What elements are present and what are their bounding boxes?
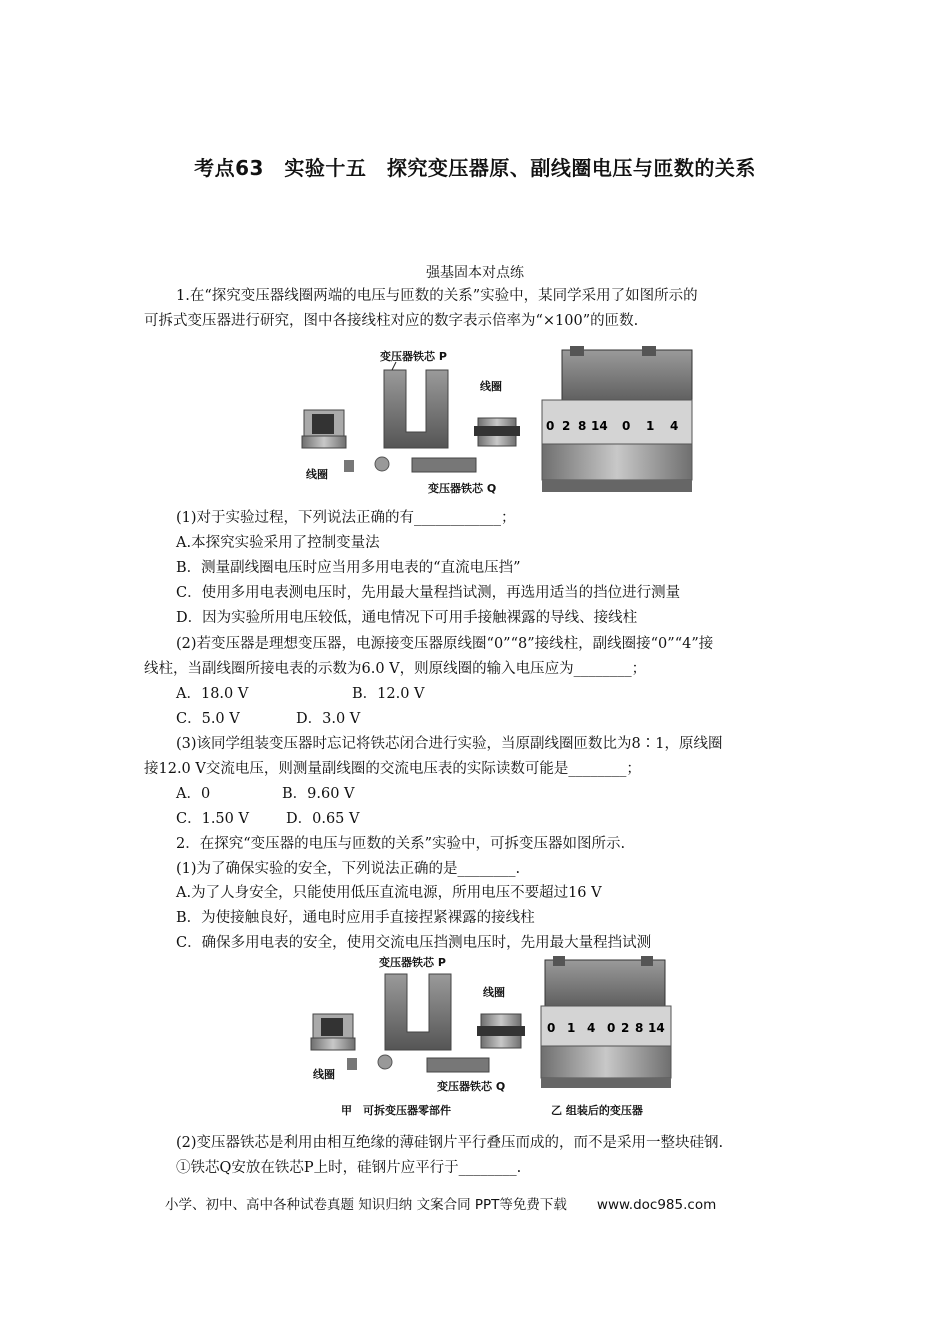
terminal-num: 2 bbox=[562, 419, 571, 433]
q1-stem-line1: 1.在“探究变压器线圈两端的电压与匝数的关系”实验中，某同学采用了如图所示的 bbox=[176, 288, 698, 304]
q1-part1-option-a: A.本探究实验采用了控制变量法 bbox=[176, 535, 380, 551]
q1-part2-option-a: A．18.0 V bbox=[176, 686, 249, 702]
label-core-p: 变压器铁芯 P bbox=[379, 956, 446, 969]
q2-stem: 2．在探究“变压器的电压与匝数的关系”实验中，可拆变压器如图所示. bbox=[176, 836, 626, 852]
q2-part1: (1)为了确保实验的安全，下列说法正确的是________. bbox=[176, 861, 521, 877]
q1-part3-option-d: D．0.65 V bbox=[286, 811, 360, 827]
q1-stem-line2: 可拆式变压器进行研究，图中各接线柱对应的数字表示倍率为“×100”的匝数. bbox=[144, 313, 639, 329]
q1-transformer-figure bbox=[300, 340, 700, 500]
q1-part2-line1: (2)若变压器是理想变压器，电源接变压器原线圈“0”“8”接线柱，副线圈接“0”“4”接 bbox=[176, 636, 714, 652]
terminal-num: 0 bbox=[607, 1021, 616, 1035]
footer-url[interactable]: www.doc985.com bbox=[596, 1197, 717, 1213]
terminal-num: 4 bbox=[670, 419, 679, 433]
caption-right: 乙 组装后的变压器 bbox=[551, 1104, 643, 1117]
terminal-num: 1 bbox=[567, 1021, 576, 1035]
label-coil-left: 线圈 bbox=[313, 1068, 335, 1081]
q1-part2-line2: 线柱，当副线圈所接电表的示数为6.0 V，则原线圈的输入电压应为________； bbox=[144, 661, 647, 677]
terminal-num: 8 bbox=[635, 1021, 644, 1035]
q2-part1-option-a: A.为了人身安全，只能使用低压直流电源，所用电压不要超过16 V bbox=[176, 885, 602, 901]
q1-part3-option-a: A．0 bbox=[176, 786, 211, 802]
q1-part3-line2: 接12.0 V交流电压，则测量副线圈的交流电压表的实际读数可能是________； bbox=[144, 761, 641, 777]
q2-transformer-figure bbox=[305, 952, 685, 1122]
terminal-num: 14 bbox=[648, 1021, 665, 1035]
q1-part2-option-d: D．3.0 V bbox=[296, 711, 361, 727]
page-title: 考点63 实验十五 探究变压器原、副线圈电压与匝数的关系 bbox=[194, 156, 756, 180]
terminal-num: 4 bbox=[587, 1021, 596, 1035]
q1-part3-option-b: B．9.60 V bbox=[282, 786, 355, 802]
q2-part2: (2)变压器铁芯是利用由相互绝缘的薄硅钢片平行叠压而成的，而不是采用一整块硅钢. bbox=[176, 1135, 724, 1151]
terminal-num: 14 bbox=[591, 419, 608, 433]
q1-part1-option-b: B．测量副线圈电压时应当用多用电表的“直流电压挡” bbox=[176, 560, 521, 576]
terminal-num: 1 bbox=[646, 419, 655, 433]
section-title: 强基固本对点练 bbox=[426, 265, 524, 281]
footer bbox=[165, 1193, 716, 1213]
q1-part1: (1)对于实验过程，下列说法正确的有____________； bbox=[176, 510, 516, 526]
q1-part2-option-b: B．12.0 V bbox=[352, 686, 425, 702]
terminal-num: 8 bbox=[578, 419, 587, 433]
label-coil-left: 线圈 bbox=[306, 468, 328, 481]
q2-part2-sub1: ①铁芯Q安放在铁芯P上时，硅钢片应平行于________. bbox=[176, 1160, 522, 1176]
q1-part1-option-d: D．因为实验所用电压较低，通电情况下可用手接触裸露的导线、接线柱 bbox=[176, 610, 638, 626]
caption-left: 甲 可拆变压器零部件 bbox=[341, 1104, 451, 1117]
label-core-q: 变压器铁芯 Q bbox=[428, 482, 497, 495]
q1-part3-line1: (3)该同学组装变压器时忘记将铁芯闭合进行实验，当原副线圈匝数比为8∶1，原线圈 bbox=[176, 736, 723, 752]
terminal-num: 0 bbox=[546, 419, 555, 433]
q2-part1-option-c: C．确保多用电表的安全，使用交流电压挡测电压时，先用最大量程挡试测 bbox=[176, 935, 652, 951]
label-core-p: 变压器铁芯 P bbox=[380, 350, 447, 363]
terminal-num: 0 bbox=[547, 1021, 556, 1035]
terminal-num: 0 bbox=[622, 419, 631, 433]
terminal-num: 2 bbox=[621, 1021, 630, 1035]
q1-part2-option-c: C．5.0 V bbox=[176, 711, 240, 727]
footer-text: 小学、初中、高中各种试卷真题 知识归纳 文案合同 PPT等免费下载 bbox=[165, 1197, 567, 1213]
q1-part1-option-c: C．使用多用电表测电压时，先用最大量程挡试测，再选用适当的挡位进行测量 bbox=[176, 585, 681, 601]
q2-part1-option-b: B．为使接触良好，通电时应用手直接捏紧裸露的接线柱 bbox=[176, 910, 535, 926]
label-core-q: 变压器铁芯 Q bbox=[437, 1080, 506, 1093]
label-coil-right: 线圈 bbox=[483, 986, 505, 999]
label-coil-right: 线圈 bbox=[480, 380, 502, 393]
q1-part3-option-c: C．1.50 V bbox=[176, 811, 249, 827]
